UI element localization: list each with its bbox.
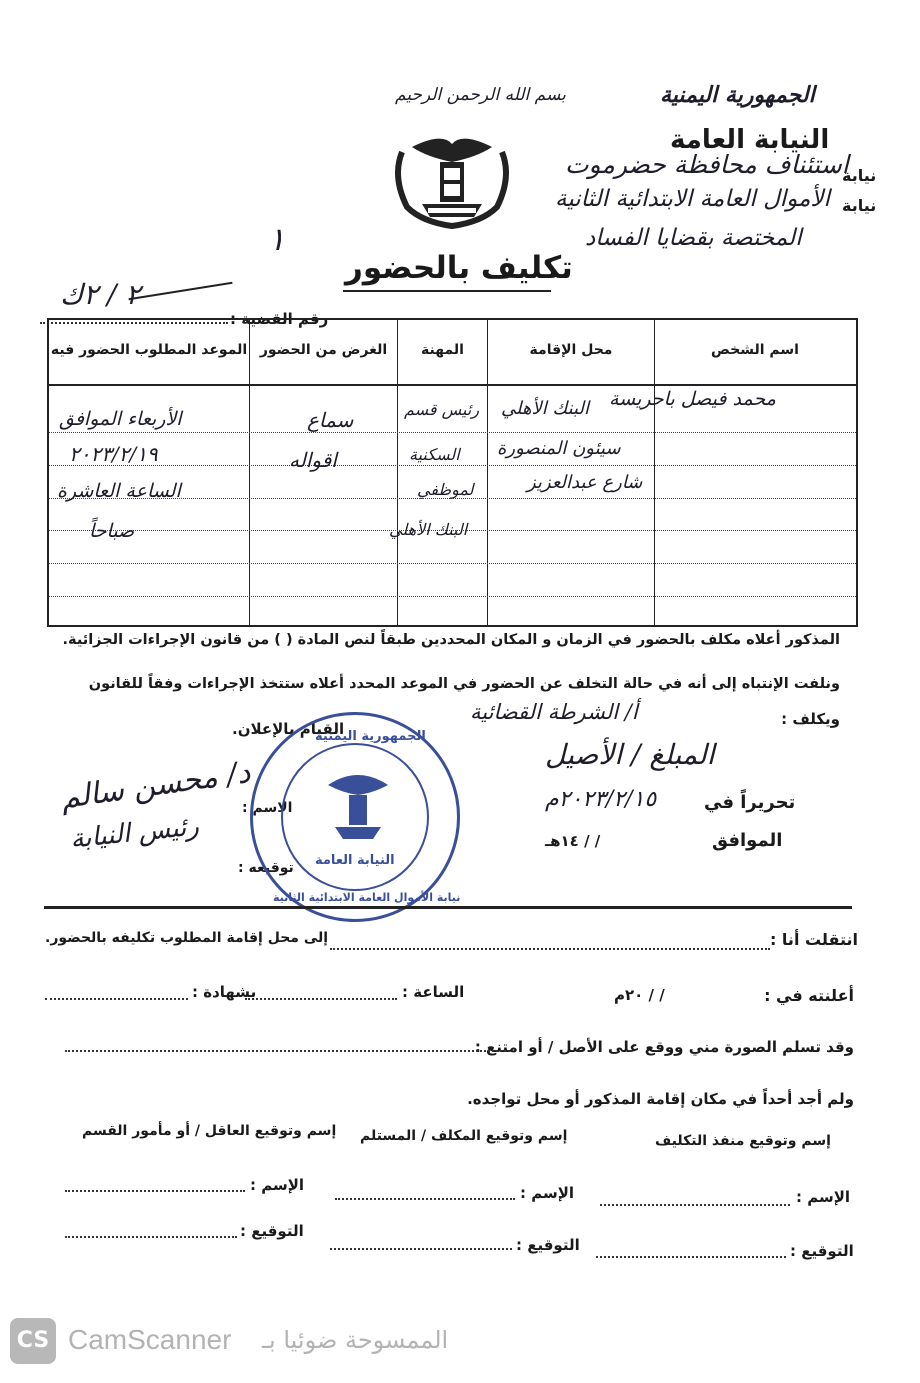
title-mark: ١	[268, 220, 286, 258]
issuer-hand-name: المبلغ / الأصيل	[545, 738, 715, 771]
col2-name-label: الإسم :	[520, 1184, 575, 1202]
moved-suffix: إلى محل إقامة المطلوب تكليفه بالحضور.	[45, 930, 329, 946]
hour-label: الساعة :	[402, 983, 465, 1001]
signer-signature-label: توقيعه :	[238, 860, 294, 876]
summons-table	[47, 318, 858, 627]
cell-purpose-2: اقواله	[289, 448, 337, 472]
case-number-scribble	[128, 282, 232, 300]
cell-profession-3: لموظفي	[417, 480, 474, 499]
cell-purpose-1: سماع	[307, 408, 354, 432]
national-emblem	[382, 122, 522, 232]
office-label-1: نيابة	[842, 166, 877, 185]
hour-dots	[245, 984, 397, 1000]
col2-name-dots	[335, 1184, 515, 1200]
camscanner-arabic: الممسوحة ضوئيا بـ	[262, 1326, 449, 1354]
col3-name-dots	[65, 1176, 245, 1192]
title-underline	[343, 290, 551, 292]
col3-sign-label: التوقيع :	[240, 1222, 304, 1240]
signer-hand-1: د/ محسن سالم	[58, 754, 253, 817]
office-hand-3: المختصة بقضايا الفساد	[585, 225, 802, 251]
received-label: وقد تسلم الصورة مني ووقع على الأصل / أو امتنع :	[474, 1038, 854, 1056]
cell-date-4: صباحاً	[89, 520, 135, 542]
stamp-inner-text: النيابة العامة	[315, 853, 395, 868]
corresponding-value: / / ١٤هـ	[545, 832, 601, 850]
col1-name-label: الإسم :	[796, 1188, 851, 1206]
cell-date-2: ٢٠٢٣/٢/١٩	[69, 442, 158, 466]
stamp-top-text: الجمهورية اليمنية	[315, 729, 426, 744]
signer-name-label: الاسم :	[242, 800, 293, 816]
office-hand-1: استئناف محافظة حضرموت	[565, 150, 849, 179]
cell-date-3: الساعة العاشرة	[57, 480, 181, 502]
corresponding-label: الموافق	[712, 830, 783, 851]
cell-date-1: الأربعاء الموافق	[59, 408, 182, 430]
received-dots	[65, 1036, 510, 1052]
camscanner-badge	[10, 1318, 56, 1364]
col1-sign-dots	[596, 1242, 786, 1258]
legal-notice-line-2: ونلفت الإنتباه إلى أنه في حالة التخلف عن الحضور في الموعد المحدد أعلاه ستتخذ الإجراءات وفقاً للقانون	[88, 676, 840, 692]
official-stamp	[250, 712, 460, 922]
col1-sign-label: التوقيع :	[790, 1242, 854, 1260]
assigned-value: أ/ الشرطة القضائية	[470, 700, 638, 724]
office-hand-2: الأموال العامة الابتدائية الثانية	[555, 186, 830, 212]
sig-col1-title: إسم وتوقيع منفذ التكليف	[655, 1133, 831, 1149]
announced-date: / / ٢٠م	[614, 986, 665, 1004]
header-purpose: الغرض من الحضور	[259, 342, 388, 358]
header-appointment: الموعد المطلوب الحضور فيه	[50, 342, 248, 358]
moved-dots	[330, 934, 770, 950]
col3-name-label: الإسم :	[250, 1176, 305, 1194]
header-profession: المهنة	[421, 342, 464, 358]
cell-profession-4: البنك الأهلي	[389, 520, 468, 539]
camscanner-badge-text: CS	[16, 1328, 50, 1353]
sig-col2-title: إسم وتوقيع المكلف / المستلم	[360, 1128, 568, 1144]
cell-profession-2: السكنية	[409, 445, 460, 464]
not-found-line: ولم أجد أحداً في مكان إقامة المذكور أو محل تواجده.	[467, 1090, 854, 1108]
country-name: الجمهورية اليمنية	[660, 82, 815, 108]
eagle-emblem-icon	[382, 122, 522, 232]
written-label: تحريراً في	[704, 792, 796, 813]
col2-sign-label: التوقيع :	[516, 1236, 580, 1254]
announcement-line: القيام بالإعلان.	[232, 720, 345, 738]
witness-label: بشهادة :	[192, 983, 257, 1001]
signer-hand-2: رئيس النيابة	[68, 811, 201, 855]
cell-residence-3: شارع عبدالعزيز	[527, 472, 643, 493]
witness-dots	[45, 984, 188, 1000]
assigned-label: ويكلف :	[781, 710, 840, 728]
col1-name-dots	[600, 1190, 790, 1206]
cell-name: محمد فيصل باحريسة	[609, 388, 776, 410]
written-value: ٢٠٢٣/٢/١٥م	[545, 787, 657, 812]
col2-sign-dots	[330, 1234, 512, 1250]
office-label-2: نيابة	[842, 196, 877, 215]
case-number-value: ٢ / ٢ك	[60, 278, 141, 311]
stamp-eagle-icon	[323, 765, 393, 845]
document-title: تكليف بالحضور	[345, 250, 573, 286]
announced-label: أعلنته في :	[764, 986, 854, 1005]
moved-label: انتقلت أنا :	[769, 930, 858, 949]
authority-name: النيابة العامة	[670, 125, 830, 155]
stamp-ring-text: نيابة الأموال العامة الابتدائية الثانية	[273, 891, 461, 904]
col3-sign-dots	[65, 1222, 237, 1238]
cell-residence-1: البنك الأهلي	[501, 398, 589, 419]
header-residence: محل الإقامة	[529, 342, 613, 358]
basmala: بسم الله الرحمن الرحيم	[395, 85, 566, 105]
sig-col3-title: إسم وتوقيع العاقل / أو مأمور القسم	[82, 1123, 337, 1139]
camscanner-app-name: CamScanner	[68, 1324, 232, 1355]
cell-profession-1: رئيس قسم	[404, 400, 480, 419]
legal-notice-line-1: المذكور أعلاه مكلف بالحضور في الزمان و المكان المحددين طبقاً لنص المادة ( ) من قانون الإجراءات الجزائية.	[62, 632, 840, 648]
cell-residence-2: سيئون المنصورة	[497, 438, 621, 459]
case-number-label: رقم القضية :	[230, 310, 329, 328]
header-person-name: اسم الشخص	[711, 342, 799, 358]
section-divider	[44, 906, 852, 909]
